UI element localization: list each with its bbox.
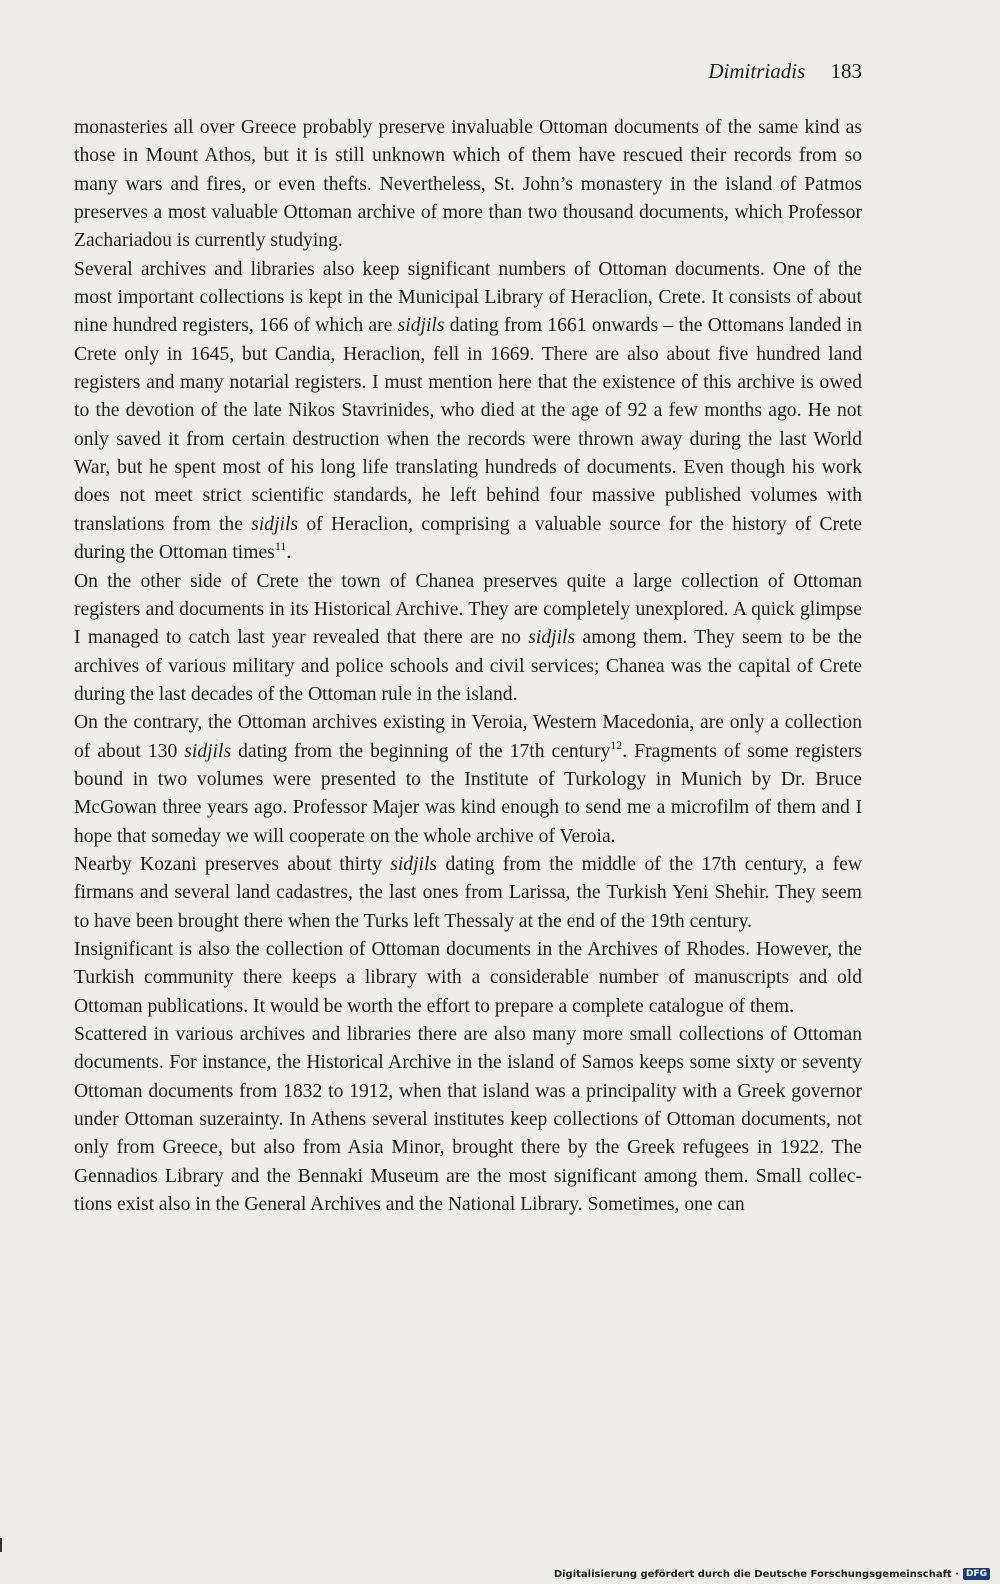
- paragraph: [74, 256, 862, 568]
- paragraph: [74, 936, 862, 1021]
- paragraph: [74, 851, 862, 936]
- text-run: Insignificant is also the collection of Ottoman documents in the Archives of Rhodes. However, the Turkish community there keeps a library with a considerable number of manuscripts and old Ottoman publications. It would be worth the effort to prepare a complete catalogue of them.: [74, 938, 862, 1017]
- body-text: [74, 114, 862, 1219]
- footnote-ref: 11: [274, 539, 287, 554]
- text-run: dating from 1661 onwards – the Ottomans landed in Crete only in 1645, but Candia, Heraclion, fell in 1669. There are also about five hundred land registers and many notarial registers. I must mention here that the existence of this archive is owed to the devotion of the late Nikos Stavrinides, who died at the age of 92 a few months ago. He not only saved it from certain destruction when the records were thrown away during the last World War, but he spent most of his long life translating hundreds of documents. Even though his work does not meet strict scientific standards, he left behind four massive published volumes with translations from the: [74, 315, 862, 535]
- paragraph: [74, 709, 862, 851]
- text-run: Several archives and libraries also keep significant numbers of Ottoman documents. One of the most important collections is kept in the Municipal Library of Heraclion, Crete. It consists of about nine hundred registers, 166 of which are: [74, 258, 862, 337]
- page-number: 183: [830, 59, 862, 83]
- dfg-logo: DFG: [963, 1568, 990, 1580]
- running-head-author: Dimitriadis: [708, 59, 806, 83]
- scan-edge-mark: [0, 1538, 2, 1552]
- footer-credit: Digitalisierung gefördert durch die Deutsche Forschungsgemeinschaft ·: [553, 1568, 959, 1580]
- italic-term: sidjils: [184, 740, 232, 762]
- text-run: On the other side of Crete the town of Chanea preserves quite a large collection of Ottoman registers and documents in its Historical Archive. They are completely unexplored. A quick glimpse I managed to catch last year revealed that there are no: [74, 570, 862, 649]
- text-run: monasteries all over Greece probably preserve invaluable Ottoman documents of the same kind as those in Mount Athos, but it is still unknown which of them have rescued their records from so many wars and fires, or even thefts. Nevertheless, St. John’s monastery in the island of Patmos preserves a most valuable Ottoman archive of more than two thousand documents, which Professor Zachariadou is currently studying.: [74, 117, 862, 252]
- text-run: . Fragments of some registers bound in two volumes were presented to the Institute of Turkology in Munich by Dr. Bruce McGowan three years ago. Professor Majer was kind enough to send me a microfilm of them and I hope that someday we will cooperate on the whole archive of Veroia.: [74, 740, 862, 847]
- italic-term: sidjils: [528, 627, 576, 649]
- digitization-footer: [554, 1568, 990, 1580]
- italic-term: sidjils: [251, 513, 299, 535]
- paragraph: [74, 568, 862, 710]
- italic-term: sidjils: [390, 853, 438, 875]
- paragraph: [74, 1021, 862, 1219]
- text-run: dating from the beginning of the 17th century: [231, 740, 611, 762]
- italic-term: sidjils: [397, 315, 445, 337]
- text-run: dating from the middle of the 17th century, a few firmans and several land cadastres, the last ones from Larissa, the Turkish Yeni Shehir. They seem to have been brought there when the Turks left Thessaly at the end of the 19th century.: [74, 853, 862, 932]
- text-run: On the contrary, the Ottoman archives existing in Veroia, Western Macedonia, are only a collection of about 130: [74, 712, 862, 762]
- running-head: [708, 58, 862, 84]
- text-run: of Heraclion, comprising a valuable source for the history of Crete during the Ottoman times: [74, 513, 862, 564]
- text-run: .: [286, 542, 292, 564]
- text-run: Scattered in various archives and libraries there are also many more small collections of Ottoman documents. For instance, the Historical Archive in the island of Samos keeps some sixty or seventy Ottoman documents from 1832 to 1912, when that island was a principality with a Greek governor under Ottoman suzerainty. In Athens several institutes keep collections of Ottoman documents, not only from Greece, but also from Asia Minor, brought there by the Greek refugees in 1922. The Gennadios Library and the Bennaki Museum are the most significant among them. Small collections exist also in the General Archives and the National Library. Sometimes, one can: [74, 1024, 862, 1216]
- footnote-ref: 12: [610, 737, 623, 752]
- text-run: Nearby Kozani preserves about thirty: [74, 853, 391, 875]
- text-run: among them. They seem to be the archives of various military and police schools and civil services; Chanea was the capital of Crete during the last decades of the Ottoman rule in the island.: [74, 627, 863, 705]
- paragraph: [74, 114, 862, 256]
